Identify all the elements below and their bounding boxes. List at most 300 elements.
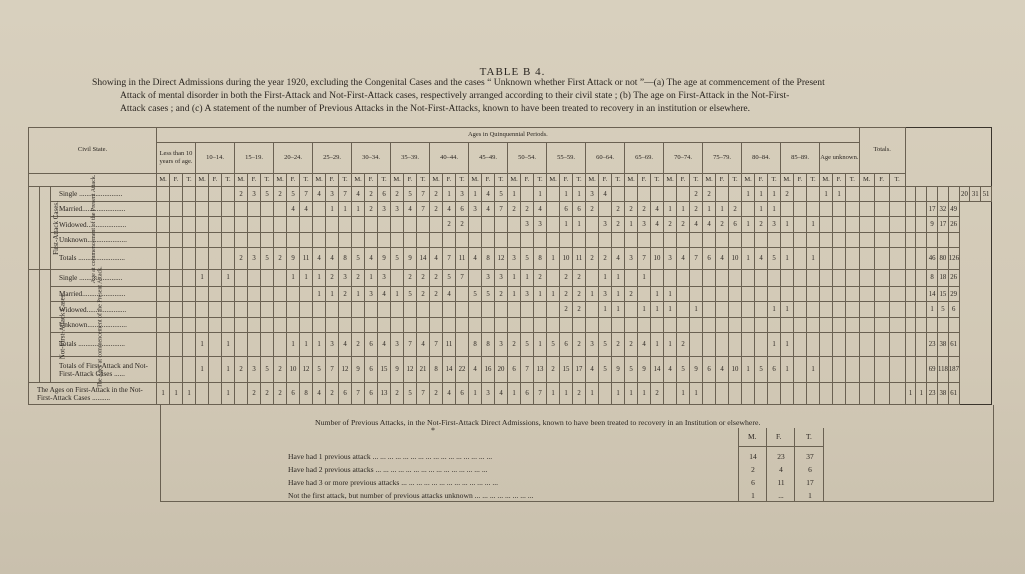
table-cell: 1 [508,287,521,302]
table-cell: 14 [417,247,430,269]
table-cell: 7 [495,202,508,217]
row-label: Single ........................ [51,269,157,286]
table-cell: 11 [443,332,456,356]
table-cell: 8 [482,332,495,356]
table-cell: 46 [927,247,938,269]
table-cell [820,356,833,382]
sex-header: T. [417,173,430,186]
table-cell: 4 [482,186,495,201]
table-cell: 11 [300,247,313,269]
table-cell: 5 [755,356,768,382]
table-cell [794,247,807,269]
intro-line-1: Showing in the Direct Admissions during the year 1920, excluding the Congenital Cases and the cases “ Unknown whether First Attack or not ”—(a) The age at commencement of the Present [92,77,825,88]
table-cell: 7 [456,269,469,286]
table-cell: 1 [638,269,651,286]
table-cell: 9 [638,356,651,382]
first-attack-age-side-label: Age at commencement of the Present Attack. [40,186,51,269]
table-cell: 5 [352,247,365,269]
table-cell [547,202,560,217]
sex-header: T. [495,173,508,186]
table-cell: 15 [938,287,949,302]
table-cell [916,232,927,247]
table-cell: 61 [948,332,959,356]
table-cell: 1 [599,269,612,286]
table-cell: 1 [807,356,820,382]
table-cell: 7 [638,247,651,269]
table-cell: 1 [664,287,677,302]
table-cell: 3 [248,247,261,269]
table-cell [807,202,820,217]
previous-m-value: 1 [751,491,755,500]
table-cell [183,332,196,356]
table-cell [794,269,807,286]
table-cell [365,302,378,317]
sex-header: F. [326,173,339,186]
table-cell [625,186,638,201]
table-cell: 2 [690,186,703,201]
table-cell [222,186,235,201]
table-cell: 9 [378,247,391,269]
sex-header: F. [833,173,846,186]
sex-header: T. [300,173,313,186]
table-cell [430,317,443,332]
table-cell: 6 [365,383,378,405]
not-first-attack-side-label: Not-First-Attack Cases. [29,269,40,382]
table-cell [352,317,365,332]
table-cell: 5 [443,269,456,286]
table-cell [157,356,170,382]
table-cell: 4 [352,186,365,201]
previous-f-value: 11 [777,478,785,487]
table-cell: 1 [690,383,703,405]
table-cell [573,232,586,247]
table-cell [183,202,196,217]
table-cell [443,232,456,247]
table-cell: 1 [768,302,781,317]
table-cell [742,302,755,317]
row-label: Married........................ [51,202,157,217]
age-group-header: 25–29. [313,143,352,174]
table-cell: 38 [938,332,949,356]
table-cell [889,332,905,356]
table-cell [677,232,690,247]
table-cell [183,232,196,247]
table-cell: 3 [482,269,495,286]
table-cell [261,202,274,217]
table-cell [612,232,625,247]
table-cell [664,383,677,405]
table-cell [443,317,456,332]
table-cell [716,383,729,405]
table-cell: 2 [417,287,430,302]
table-cell [820,317,833,332]
table-cell [889,356,905,382]
table-cell: 2 [365,186,378,201]
table-cell: 1 [222,383,235,405]
table-cell: 2 [560,287,573,302]
table-cell: 3 [378,202,391,217]
table-cell [170,332,183,356]
table-cell [586,217,599,232]
table-cell [651,317,664,332]
table-cell [183,356,196,382]
table-cell [313,232,326,247]
table-cell [599,317,612,332]
table-cell: 2 [326,269,339,286]
table-cell [916,356,927,382]
table-cell: 4 [417,332,430,356]
table-cell [889,217,905,232]
table-cell [664,186,677,201]
table-cell: 9 [612,356,625,382]
table-cell [820,232,833,247]
age-group-header: 60–64. [586,143,625,174]
table-cell [889,269,905,286]
table-cell [859,247,874,269]
sex-header: F. [482,173,495,186]
table-cell [916,202,927,217]
table-cell [170,269,183,286]
sex-header: T. [573,173,586,186]
table-cell: 1 [469,383,482,405]
table-cell: 6 [948,302,959,317]
table-cell: 1 [547,383,560,405]
intro-line-2: Attack of mental disorder in both the First-Attack and Not-First-Attack cases, respectively arranged according to their civil state ; (b) The age on First-Attack in the Not-First- [120,90,790,101]
table-cell [716,232,729,247]
table-cell [794,356,807,382]
table-cell: 1 [755,186,768,201]
table-cell [365,217,378,232]
table-cell [482,217,495,232]
table-cell: 3 [365,287,378,302]
age-group-header: 45–49. [469,143,508,174]
table-cell: 2 [677,217,690,232]
sex-header: M. [352,173,365,186]
previous-f-value: ... [778,491,784,500]
table-cell: 1 [300,269,313,286]
table-cell: 1 [534,186,547,201]
table-cell [235,383,248,405]
table-cell: 1 [586,383,599,405]
table-cell [755,287,768,302]
table-cell: 18 [938,269,949,286]
sex-header: T. [339,173,352,186]
table-cell [729,332,742,356]
table-cell [196,247,209,269]
table-cell [889,383,905,405]
table-cell: 21 [417,356,430,382]
table-cell: 12 [300,356,313,382]
table-cell [547,317,560,332]
table-cell: 20 [959,186,970,201]
table-cell [547,217,560,232]
table-cell: 49 [948,202,959,217]
sex-header: M. [235,173,248,186]
table-cell [703,269,716,286]
sex-header: F. [599,173,612,186]
table-cell [456,287,469,302]
table-cell [651,269,664,286]
table-cell [508,217,521,232]
table-cell [196,317,209,332]
table-cell: 14 [927,287,938,302]
table-cell [248,332,261,356]
previous-m-value: 14 [749,452,757,461]
table-cell: 126 [948,247,959,269]
table-cell [820,383,833,405]
table-cell [209,186,222,201]
table-cell [157,202,170,217]
table-cell: 9 [287,247,300,269]
table-cell: 7 [404,332,417,356]
table-cell: 1 [638,302,651,317]
table-cell: 4 [599,186,612,201]
age-group-header: 75–79. [703,143,742,174]
table-cell [300,232,313,247]
table-cell [391,217,404,232]
table-cell: 80 [938,247,949,269]
table-cell [456,332,469,356]
table-cell: 2 [235,356,248,382]
table-cell [469,217,482,232]
table-cell [859,232,874,247]
table-cell: 1 [833,186,846,201]
totals-header: Totals. [859,128,905,174]
table-cell: 5 [677,356,690,382]
age-group-header: 20–24. [274,143,313,174]
table-cell [287,232,300,247]
table-cell: 3 [625,247,638,269]
table-cell [794,186,807,201]
table-cell [916,269,927,286]
table-cell: 5 [521,247,534,269]
table-cell [677,302,690,317]
table-cell [209,332,222,356]
table-cell [222,287,235,302]
table-cell: 2 [677,332,690,356]
table-cell [157,302,170,317]
table-cell: 4 [300,202,313,217]
table-cell [469,317,482,332]
table-cell [339,217,352,232]
table-cell: 1 [742,217,755,232]
first-attack-side-label: First-Attack Cases. [29,186,40,269]
admissions-table [28,127,992,405]
table-cell [235,287,248,302]
table-cell [521,186,534,201]
table-cell: 3 [248,186,261,201]
sex-header: F. [248,173,261,186]
table-cell: 1 [768,186,781,201]
table-cell: 20 [495,356,508,382]
table-cell: 1 [703,202,716,217]
table-cell [495,317,508,332]
table-cell [833,217,846,232]
table-cell [209,247,222,269]
table-cell: 3 [586,186,599,201]
table-cell: 2 [755,217,768,232]
table-cell [690,269,703,286]
previous-row-label: Have had 2 previous attacks ... ... ... ... ... ... ... ... ... ... ... ... ... ... ... [288,465,488,474]
table-cell [482,302,495,317]
table-cell: 4 [404,202,417,217]
table-cell: 3 [534,217,547,232]
table-cell [339,317,352,332]
table-cell [326,217,339,232]
previous-m-value: 2 [751,465,755,474]
table-cell: 6 [378,186,391,201]
previous-attacks-title: Number of Previous Attacks, in the Not-First-Attack Direct Admissions, known to have been treated to recovery in an Institution or elsewhere. [315,418,761,427]
table-cell: 1 [781,356,794,382]
table-cell [157,269,170,286]
table-cell: 1 [521,269,534,286]
sex-header: M. [781,173,794,186]
table-cell: 1 [586,287,599,302]
table-cell [482,317,495,332]
table-cell [651,232,664,247]
table-cell: 1 [677,202,690,217]
table-cell [889,202,905,217]
table-cell [859,302,874,317]
table-cell [833,332,846,356]
table-cell [905,217,916,232]
table-cell: 9 [404,247,417,269]
table-cell: 1 [820,186,833,201]
table-cell [625,317,638,332]
table-cell [703,302,716,317]
table-cell [807,186,820,201]
table-cell: 12 [404,356,417,382]
table-cell [560,317,573,332]
table-cell [794,217,807,232]
table-cell [638,317,651,332]
table-cell: 3 [469,202,482,217]
table-cell [183,269,196,286]
table-cell [916,332,927,356]
table-cell: 4 [443,383,456,405]
table-cell [927,186,938,201]
table-cell: 1 [313,269,326,286]
table-cell [794,302,807,317]
table-cell [391,269,404,286]
table-cell [794,332,807,356]
table-cell: 10 [287,356,300,382]
table-cell: 3 [586,332,599,356]
table-cell [157,287,170,302]
table-cell [222,202,235,217]
table-cell [443,302,456,317]
table-cell: 7 [326,356,339,382]
table-cell: 2 [560,269,573,286]
row-label: Widowed...................... [51,217,157,232]
table-cell [768,317,781,332]
table-cell: 15 [378,356,391,382]
table-cell: 7 [352,383,365,405]
table-cell [874,202,889,217]
table-cell: 1 [313,287,326,302]
table-cell: 3 [508,247,521,269]
table-cell: 4 [703,217,716,232]
table-cell: 6 [703,247,716,269]
table-cell [807,317,820,332]
table-cell [261,317,274,332]
row-label: Totals .......................... [51,332,157,356]
table-cell: 26 [948,269,959,286]
table-cell [807,232,820,247]
table-cell [261,269,274,286]
previous-m-value: 6 [751,478,755,487]
table-cell: 2 [586,247,599,269]
table-cell: 4 [612,247,625,269]
table-cell [781,287,794,302]
row-label: The Ages on First-Attack in the Not-First-Attack Cases .......... [29,383,157,405]
table-cell: 2 [274,356,287,382]
table-cell: 1 [690,302,703,317]
table-cell [846,247,860,269]
table-cell: 1 [916,383,927,405]
table-cell: 4 [430,247,443,269]
table-cell: 9 [690,356,703,382]
table-cell: 4 [651,202,664,217]
table-cell [534,232,547,247]
table-cell: 2 [573,302,586,317]
table-cell: 1 [339,202,352,217]
table-cell [905,356,916,382]
table-cell [378,317,391,332]
table-cell [261,287,274,302]
table-cell: 7 [690,247,703,269]
table-cell [948,232,959,247]
sex-header: T. [261,173,274,186]
sex-header: T. [222,173,235,186]
table-cell: 2 [235,186,248,201]
table-cell: 1 [196,269,209,286]
table-cell: 5 [313,356,326,382]
sex-header: F. [287,173,300,186]
table-cell: 7 [521,356,534,382]
table-cell: 6 [703,356,716,382]
table-cell [196,217,209,232]
table-cell [222,317,235,332]
table-cell [534,317,547,332]
table-cell: 2 [716,217,729,232]
table-cell [313,317,326,332]
table-cell [820,247,833,269]
table-cell [209,356,222,382]
table-cell [638,287,651,302]
table-cell: 2 [391,383,404,405]
table-cell [417,217,430,232]
table-cell: 8 [482,247,495,269]
table-cell [157,232,170,247]
table-cell: 2 [248,383,261,405]
table-cell [560,232,573,247]
table-cell [170,302,183,317]
table-cell: 5 [287,186,300,201]
table-cell [905,332,916,356]
table-cell: 5 [599,332,612,356]
table-cell: 11 [573,247,586,269]
table-cell [677,269,690,286]
table-cell [916,287,927,302]
table-cell: 1 [534,287,547,302]
table-cell: 1 [560,186,573,201]
table-cell: 16 [482,356,495,382]
table-cell [547,302,560,317]
table-cell: 2 [430,202,443,217]
table-cell: 1 [664,302,677,317]
table-cell [274,287,287,302]
